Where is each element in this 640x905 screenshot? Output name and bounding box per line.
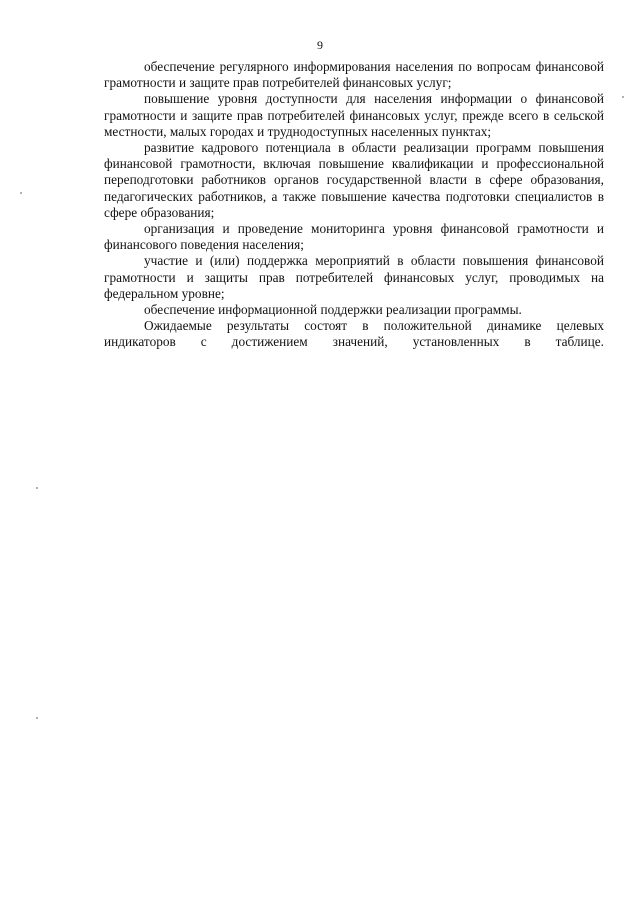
scan-speck [622, 96, 624, 98]
paragraph: организация и проведение мониторинга уровня финансовой грамотности и финансового поведения населения; [104, 221, 604, 253]
paragraph: обеспечение информационной поддержки реализации программы. [144, 302, 522, 318]
paragraph: повышение уровня доступности для населения информации о финансовой грамотности и защите прав потребителей финансовых услуг, прежде всего в сельской местности, малых городах и труднодоступных населенных пунктах; [104, 91, 604, 139]
document-body [104, 59, 604, 351]
paragraph: Ожидаемые результаты состоят в положительной динамике целевых индикаторов с достижением значений, установленных в таблице. [104, 318, 604, 350]
paragraph: участие и (или) поддержка мероприятий в области повышения финансовой грамотности и защиты прав потребителей финансовых услуг, проводимых на федеральном уровне; [104, 253, 604, 301]
paragraph: обеспечение регулярного информирования населения по вопросам финансовой грамотности и защите прав потребителей финансовых услуг; [104, 59, 604, 91]
paragraph: развитие кадрового потенциала в области реализации программ повышения финансовой грамотности, включая повышение квалификации и профессиональной переподготовки работников органов государственной власти в сфере образования, педагогических работников, а также повышение качества подготовки специалистов в сфере образования; [104, 140, 604, 220]
scan-speck [36, 717, 38, 719]
scan-speck [36, 487, 38, 489]
page-number: 9 [317, 38, 323, 52]
scan-speck [20, 192, 22, 194]
